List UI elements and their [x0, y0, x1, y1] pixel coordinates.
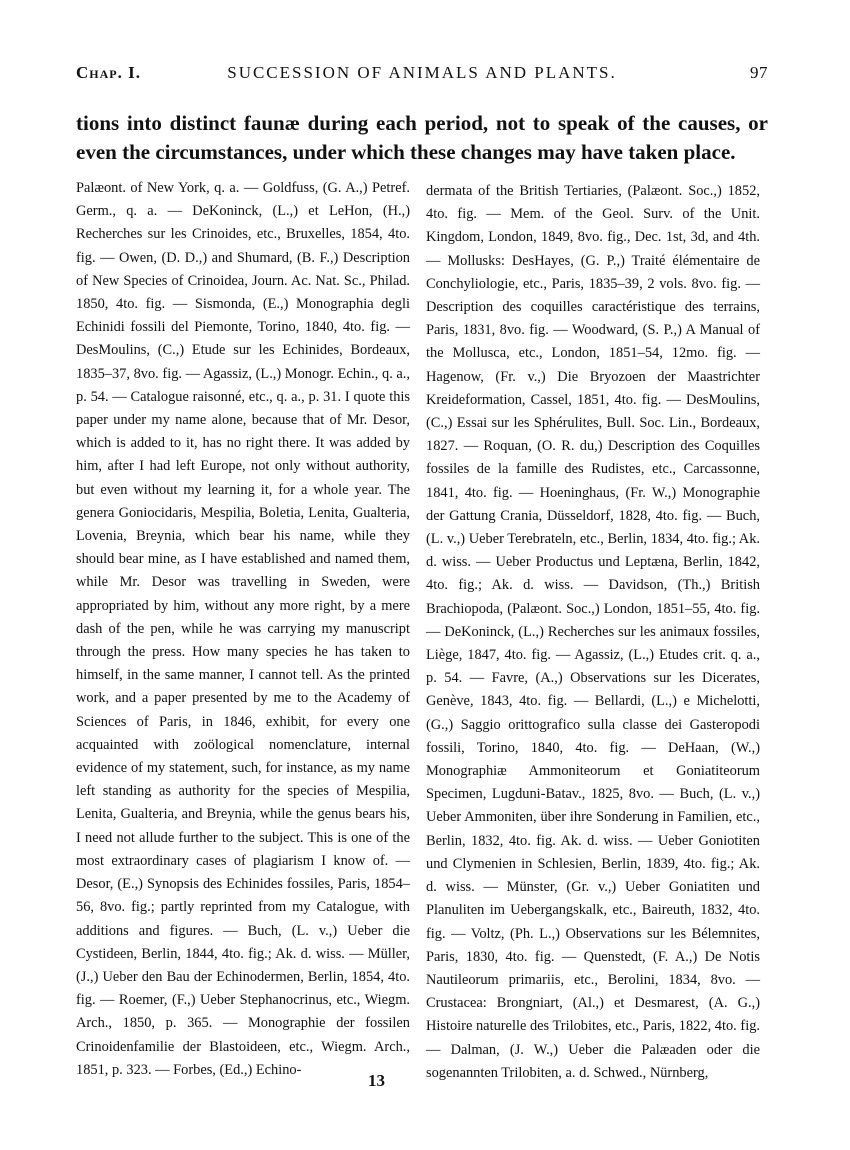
right-column	[426, 180, 760, 1085]
right-column-text: dermata of the British Tertiaries, (Palæont. Soc.,) 1852, 4to. fig. — Mem. of the Geol. Surv. of the Unit. Kingdom, London, 1849, 8vo. fig., Dec. 1st, 3d, and 4th. — Mollusks: DesHayes, (G. P.,) Traité élémentaire de Conchyliologie, etc., Paris, 1835–39, 2 vols. 8vo. fig. — Description des coquilles caractéristique des terrains, Paris, 1831, 8vo. fig. — Woodward, (S. P.,) A Manual of the Mollusca, etc., London, 1851–54, 12mo. fig. — Hagenow, (Fr. v.,) Die Bryozoen der Maastrichter Kreideformation, Cassel, 1851, 4to. fig. — DesMoulins, (C.,) Essai sur les Sphérulites, Bull. Soc. Lin., Bordeaux, 1827. — Roquan, (O. R. du,) Description des Coquilles fossiles de la famille des Rudistes, etc., Carcassonne, 1841, 4to. fig. — Hoeninghaus, (Fr. W.,) Monographie der Gattung Crania, Düsseldorf, 1828, 4to. fig. — Buch, (L. v.,) Ueber Terebrateln, etc., Berlin, 1834, 4to. fig.; Ak. d. wiss. — Ueber Productus und Leptæna, Berlin, 1842, 4to. fig.; Ak. d. wiss. — Davidson, (Th.,) British Brachiopoda, (Palæont. Soc.,) London, 1851–55, 4to. fig. — DeKoninck, (L.,) Recherches sur les animaux fossiles, Liège, 1847, 4to. fig. — Agassiz, (L.,) Etudes crit. q. a., p. 54. — Favre, (A.,) Observations sur les Dicerates, Genève, 1843, 4to. fig. — Bellardi, (L.,) e Michelotti, (G.,) Saggio orittografico sulla classe dei Gasteropodi fossili, Torino, 1840, 4to. fig. — DeHaan, (W.,) Monographiæ Ammoniteorum et Goniatiteorum Specimen, Lugduni-Batav., 1825, 8vo. — Buch, (L. v.,) Ueber Ammoniten, über ihre Sonderung in Familien, etc., Berlin, 1832, 4to. fig. Ak. d. wiss. — Ueber Goniotiten und Clymenien in Schlesien, Berlin, 1839, 4to. fig.; Ak. d. wiss. — Münster, (Gr. v.,) Ueber Goniatiten und Planuliten im Uebergangskalk, etc., Baireuth, 1832, 4to. fig. — Voltz, (Ph. L.,) Observations sur les Bélemnites, Paris, 1830, 4to. fig. — Quenstedt, (F. A.,) De Notis Nautileorum primariis, etc., Berolini, 1834, 8vo. — Crustacea: Brongniart, (Al.,) et Desmarest, (A. G.,) Histoire naturelle des Trilobites, etc., Paris, 1822, 4to. fig. — Dalman, (J. W.,) Ueber die Palæaden oder die sogenannten Trilobiten, a. d. Schwed., Nürnberg,	[426, 183, 760, 1081]
left-column	[76, 177, 410, 1082]
intro-paragraph: tions into distinct faunæ during each period, not to speak of the causes, or even the circumstances, under which these changes may have taken place.	[76, 111, 768, 164]
signature-mark: 13	[368, 1071, 385, 1090]
left-column-text: Palæont. of New York, q. a. — Goldfuss, (G. A.,) Petref. Germ., q. a. — DeKoninck, (L.,) et LeHon, (H.,) Recherches sur les Crinoides, etc., Bruxelles, 1854, 4to. fig. — Owen, (D. D.,) and Shumard, (B. F.,) Description of New Species of Crinoidea, Journ. Ac. Nat. Sc., Philad. 1850, 4to. fig. — Sismonda, (E.,) Monographia degli Echinidi fossili del Piemonte, Torino, 1840, 4to. fig. — DesMoulins, (C.,) Etude sur les Echinides, Bordeaux, 1835–37, 8vo. fig. — Agassiz, (L.,) Monogr. Echin., q. a., p. 54. — Catalogue raisonné, etc., q. a., p. 31. I quote this paper under my name alone, because that of Mr. Desor, which is added to it, has no right there. It was added by him, after I had left Europe, not only without authority, but even without my learning it, for a whole year. The genera Goniocidaris, Mespilia, Boletia, Lenita, Gualteria, Lovenia, Breynia, which bear his name, while they should bear mine, as I have established and named them, while Mr. Desor was travelling in Sweden, were appropriated by him, without any more right, by a mere dash of the pen, while he was carrying my manuscript through the press. How many species he has taken to himself, in the same manner, I cannot tell. As the printed work, and a paper presented by me to the Academy of Sciences of Paris, in 1846, exhibit, for every one acquainted with zoölogical nomenclature, internal evidence of my statement, such, for instance, as my name left standing as authority for the species of Mespilia, Lenita, Gualteria, and Breynia, while the genus bears his, I need not allude further to the subject. This is one of the most extraordinary cases of plagiarism I know of. — Desor, (E.,) Synopsis des Echinides fossiles, Paris, 1854–56, 8vo. fig.; partly reprinted from my Catalogue, with additions and figures. — Buch, (L. v.,) Ueber die Cystideen, Berlin, 1844, 4to. fig.; Ak. d. wiss. — Müller, (J.,) Ueber den Bau der Echinodermen, Berlin, 1854, 4to. fig. — Roemer, (F.,) Ueber Stephanocrinus, etc., Wiegm. Arch., 1850, p. 365. — Monographie der fossilen Crinoidenfamilie der Blastoideen, etc., Wiegm. Arch., 1851, p. 323. — Forbes, (Ed.,) Echino-	[76, 180, 410, 1078]
running-title: SUCCESSION OF ANIMALS AND PLANTS.	[227, 63, 617, 82]
chapter-label: Chap. I.	[76, 63, 141, 82]
running-header	[76, 63, 768, 87]
page-number: 97	[750, 63, 768, 82]
